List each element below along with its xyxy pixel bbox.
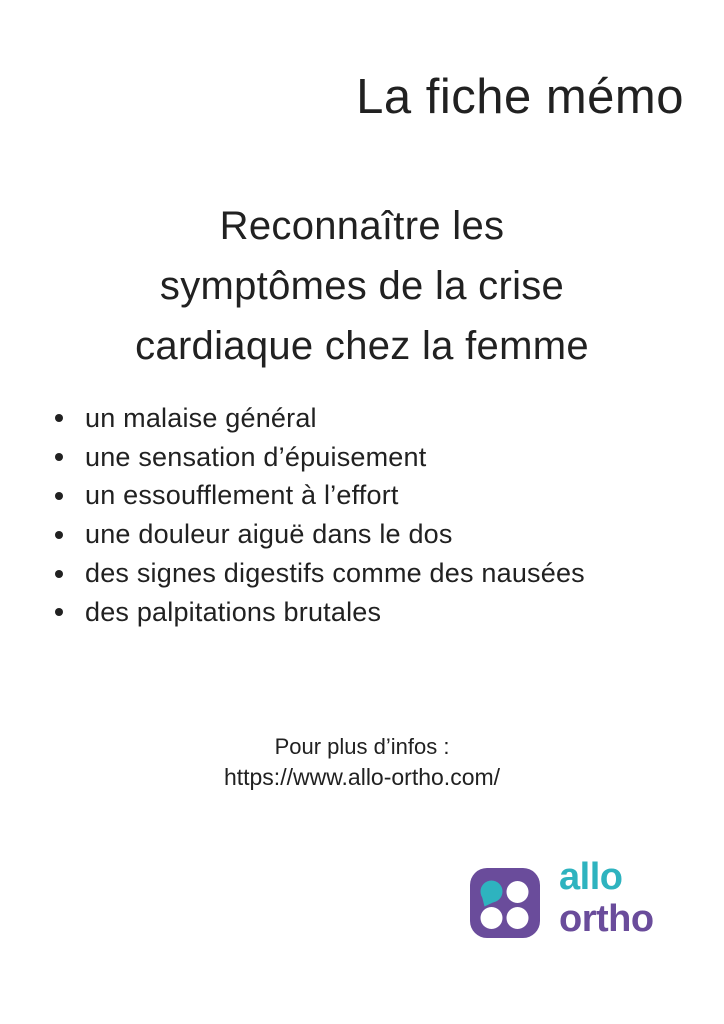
list-item	[55, 554, 585, 593]
allo-ortho-wordmark	[559, 856, 654, 940]
allo-ortho-logo-icon	[470, 868, 540, 938]
heading-line: cardiaque chez la femme	[135, 324, 589, 368]
list-item-text: des signes digestifs comme des nausées	[85, 558, 585, 589]
bullet-icon	[55, 608, 63, 616]
list-item	[55, 515, 585, 554]
list-item-text: un malaise général	[85, 402, 317, 433]
heading-line: Reconnaître les	[219, 204, 505, 248]
list-item-text: des palpitations brutales	[85, 596, 382, 627]
bullet-icon	[55, 531, 63, 539]
list-item	[55, 399, 585, 438]
heading-line: symptômes de la crise	[159, 264, 565, 308]
bullet-icon	[55, 453, 63, 461]
bullet-icon	[55, 492, 63, 500]
logo-text-allo: allo	[559, 856, 623, 898]
page-title: La fiche mémo	[356, 70, 684, 124]
info-label: Pour plus d’infos :	[274, 734, 450, 759]
footer-info	[0, 731, 724, 793]
list-item-text: une sensation d’épuisement	[85, 441, 427, 472]
bullet-icon	[55, 570, 63, 578]
list-item-text: une douleur aiguë dans le dos	[85, 519, 453, 550]
list-item	[55, 438, 585, 477]
logo-text-ortho: ortho	[559, 898, 654, 940]
bullet-icon	[55, 414, 63, 422]
list-item	[55, 593, 585, 632]
list-item	[55, 477, 585, 516]
website-url[interactable]: https://www.allo-ortho.com/	[223, 764, 501, 790]
list-item-text: un essoufflement à l’effort	[85, 480, 399, 511]
symptoms-list	[55, 399, 585, 632]
main-heading	[0, 196, 724, 376]
